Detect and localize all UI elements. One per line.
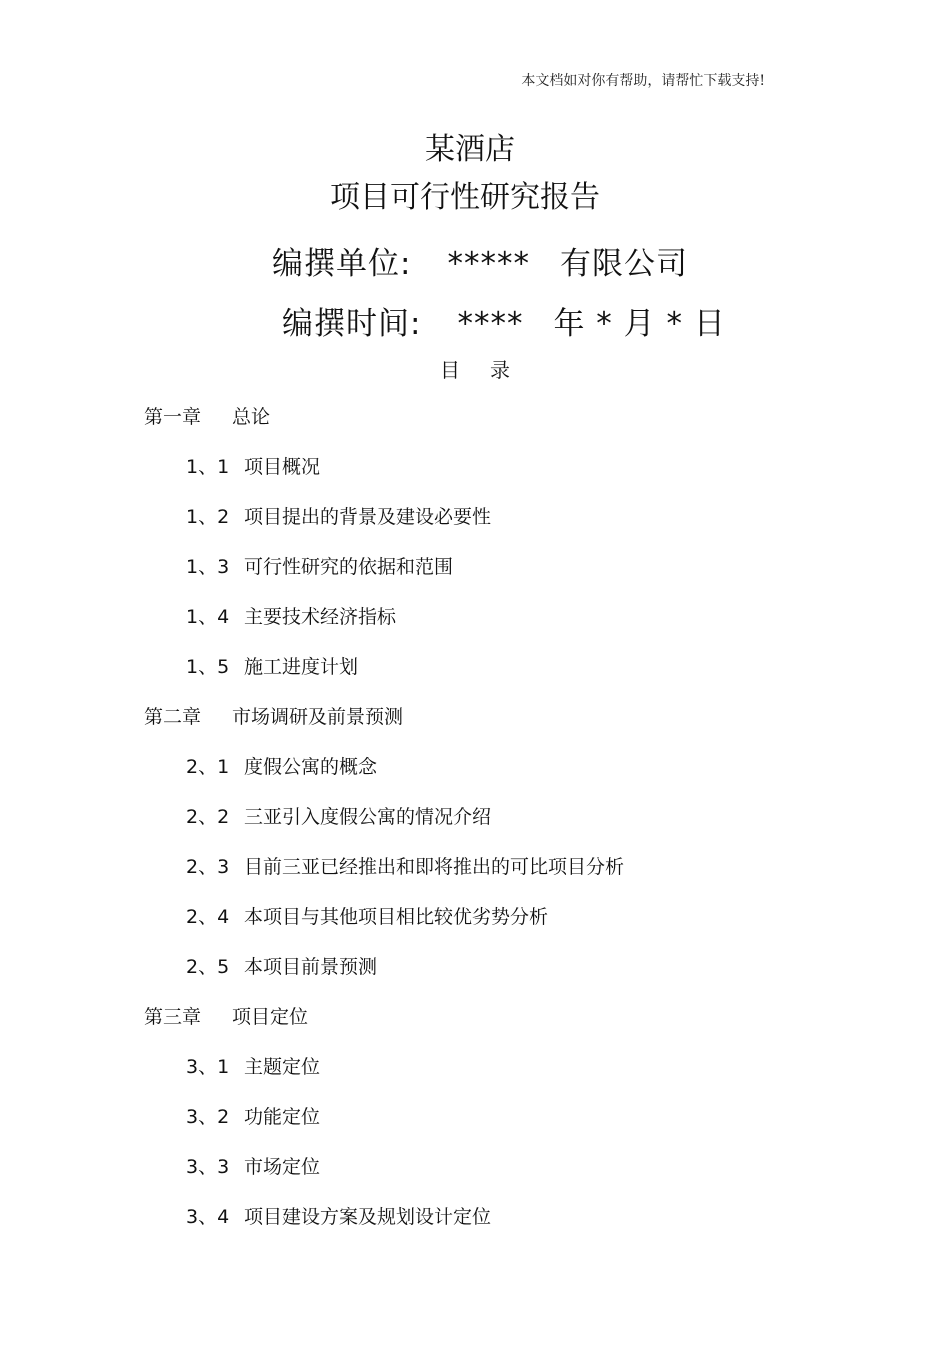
compiler-unit-suffix: 有限公司 [559, 246, 688, 282]
toc-section [0, 850, 950, 900]
compile-time-label: 编撰时间: [282, 306, 422, 342]
toc-section [0, 1050, 950, 1100]
document-title-line-2: 项目可行性研究报告 [330, 180, 600, 215]
toc-entry-number: 1、1 [186, 456, 230, 478]
toc-section [0, 800, 950, 850]
toc-title: 目录 [440, 358, 540, 382]
toc-entry-text: 施工进度计划 [244, 656, 359, 678]
toc-entry-number: 3、4 [186, 1206, 230, 1228]
toc-entry-number: 2、3 [186, 856, 230, 878]
toc-section [0, 650, 950, 700]
toc-entry-number: 2、2 [186, 806, 230, 828]
toc-entry-text: 功能定位 [244, 1106, 321, 1128]
toc-entry-text: 项目提出的背景及建设必要性 [244, 506, 492, 528]
toc-section [0, 500, 950, 550]
toc-chapter [0, 700, 950, 750]
toc-entry-text: 主题定位 [244, 1056, 321, 1078]
toc-entry-number: 第二章 [144, 706, 202, 728]
toc-entry-number: 3、3 [186, 1156, 230, 1178]
toc-chapter [0, 1000, 950, 1050]
toc-entry-text: 项目定位 [232, 1006, 309, 1028]
toc-chapter [0, 400, 950, 450]
toc-section [0, 900, 950, 950]
toc-section [0, 1150, 950, 1200]
compile-time-line [282, 298, 726, 343]
toc-entry-number: 1、3 [186, 556, 230, 578]
toc-section [0, 450, 950, 500]
toc-entry-text: 市场调研及前景预测 [232, 706, 404, 728]
toc-entry-text: 目前三亚已经推出和即将推出的可比项目分析 [244, 856, 625, 878]
compiler-unit-value: ***** [447, 246, 530, 282]
toc-entry-number: 第一章 [144, 406, 202, 428]
toc-entry-text: 可行性研究的依据和范围 [244, 556, 454, 578]
toc-entry-text: 总论 [232, 406, 271, 428]
toc-entry-number: 2、1 [186, 756, 230, 778]
toc-entry-text: 度假公寓的概念 [244, 756, 378, 778]
toc-section [0, 550, 950, 600]
toc-entry-number: 2、4 [186, 906, 230, 928]
compiler-unit-line [272, 238, 688, 283]
compile-time-value: **** [457, 306, 524, 342]
toc-entry-number: 1、2 [186, 506, 230, 528]
header-note: 本文档如对你有帮助，请帮忙下载支持! [521, 73, 765, 89]
compiler-unit-label: 编撰单位: [272, 246, 412, 282]
compile-time-suffix: 年 * 月 * 日 [553, 306, 726, 342]
toc-section [0, 600, 950, 650]
toc-entry-number: 第三章 [144, 1006, 202, 1028]
toc-section [0, 1200, 950, 1250]
toc-entry-text: 市场定位 [244, 1156, 321, 1178]
toc-entry-text: 本项目前景预测 [244, 956, 378, 978]
toc-entry-number: 1、5 [186, 656, 230, 678]
toc-entry-number: 1、4 [186, 606, 230, 628]
toc-entry-text: 项目建设方案及规划设计定位 [244, 1206, 492, 1228]
toc-entry-text: 三亚引入度假公寓的情况介绍 [244, 806, 492, 828]
toc-entry-text: 主要技术经济指标 [244, 606, 397, 628]
toc-section [0, 1100, 950, 1150]
toc-section [0, 950, 950, 1000]
toc-section [0, 750, 950, 800]
table-of-contents [0, 400, 950, 1250]
document-title-line-1: 某酒店 [425, 132, 515, 167]
toc-entry-number: 3、2 [186, 1106, 230, 1128]
toc-entry-number: 2、5 [186, 956, 230, 978]
toc-entry-text: 本项目与其他项目相比较优劣势分析 [244, 906, 549, 928]
toc-entry-number: 3、1 [186, 1056, 230, 1078]
toc-entry-text: 项目概况 [244, 456, 321, 478]
